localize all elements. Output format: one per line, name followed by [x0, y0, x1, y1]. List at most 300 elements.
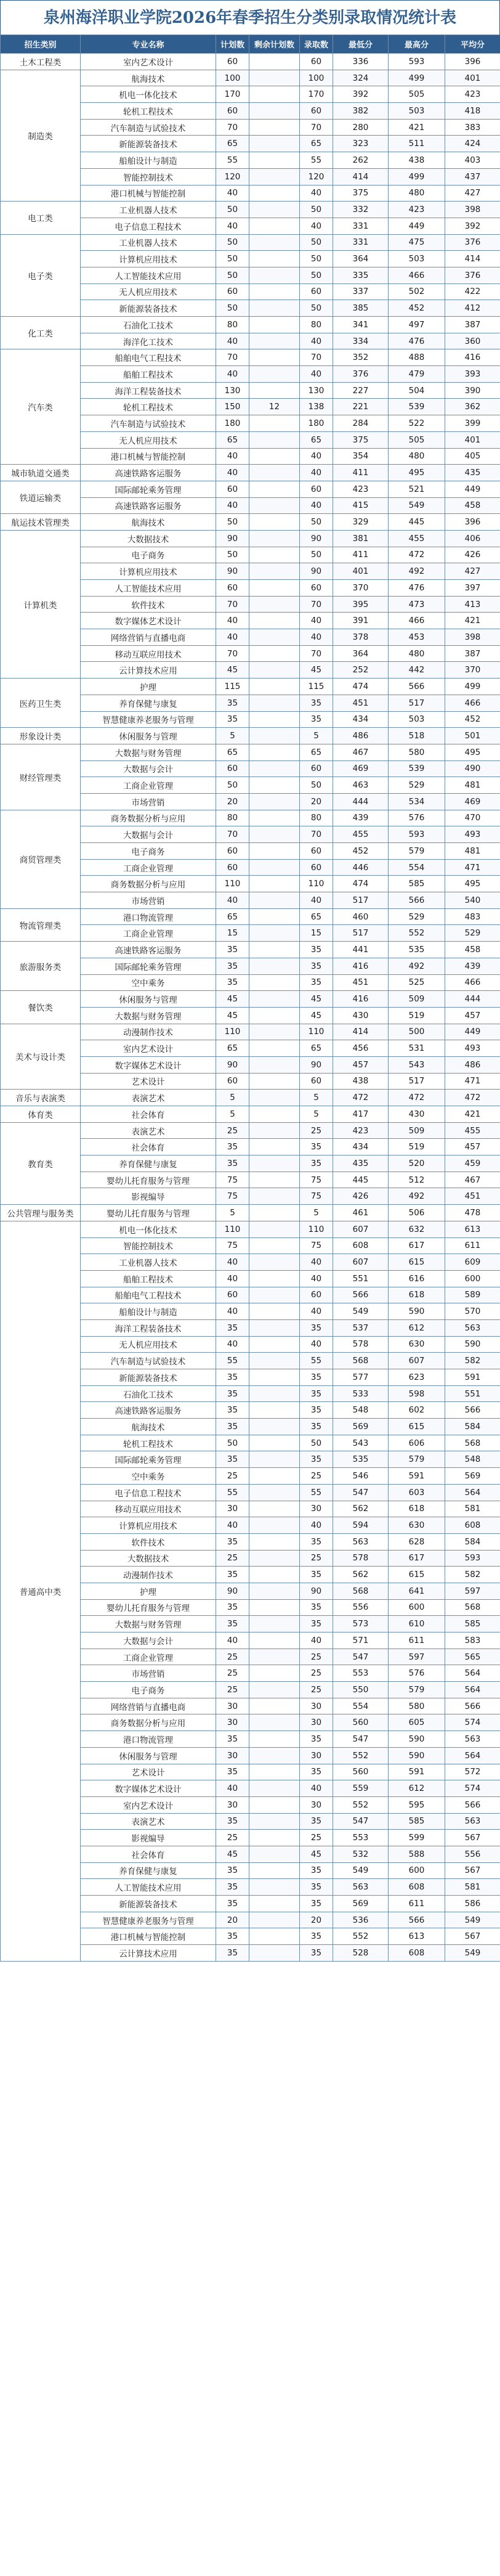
- remaining-count-cell: [249, 679, 300, 695]
- major-cell: 室内艺术设计: [81, 1040, 216, 1057]
- major-cell: 大数据与财务管理: [81, 1007, 216, 1024]
- plan-count-cell: 35: [216, 695, 249, 711]
- avg-score-cell: 405: [445, 448, 500, 465]
- admitted-count-cell: 70: [300, 119, 333, 136]
- max-score-cell: 576: [389, 810, 445, 826]
- plan-count-cell: 40: [216, 613, 249, 629]
- max-score-cell: 488: [389, 349, 445, 366]
- major-cell: 新能源装备技术: [81, 136, 216, 152]
- remaining-count-cell: [249, 349, 300, 366]
- admitted-count-cell: 35: [300, 1879, 333, 1896]
- min-score-cell: 354: [333, 448, 389, 465]
- avg-score-cell: 564: [445, 1682, 500, 1698]
- major-cell: 工业机器人技术: [81, 234, 216, 251]
- admitted-count-cell: 130: [300, 382, 333, 399]
- remaining-count-cell: [249, 793, 300, 810]
- min-score-cell: 416: [333, 991, 389, 1008]
- major-cell: 航海技术: [81, 70, 216, 86]
- major-cell: 电子商务: [81, 843, 216, 860]
- major-cell: 移动互联应用技术: [81, 645, 216, 662]
- min-score-cell: 608: [333, 1237, 389, 1254]
- admitted-count-cell: 50: [300, 234, 333, 251]
- avg-score-cell: 478: [445, 1205, 500, 1221]
- max-score-cell: 518: [389, 728, 445, 744]
- header-avg-score: 平均分: [445, 35, 500, 54]
- table-row: [1, 317, 500, 333]
- min-score-cell: 568: [333, 1583, 389, 1599]
- major-cell: 智慧健康养老服务与管理: [81, 711, 216, 728]
- min-score-cell: 284: [333, 415, 389, 432]
- min-score-cell: 434: [333, 1139, 389, 1156]
- admitted-count-cell: 35: [300, 1419, 333, 1435]
- table-row: [1, 728, 500, 744]
- major-cell: 石油化工技术: [81, 317, 216, 333]
- admission-table: [0, 35, 500, 1962]
- admitted-count-cell: 40: [300, 613, 333, 629]
- remaining-count-cell: [249, 1319, 300, 1336]
- remaining-count-cell: [249, 1517, 300, 1534]
- admitted-count-cell: 45: [300, 1846, 333, 1862]
- plan-count-cell: 40: [216, 1632, 249, 1649]
- admitted-count-cell: 70: [300, 826, 333, 843]
- remaining-count-cell: [249, 1484, 300, 1501]
- plan-count-cell: 55: [216, 1353, 249, 1369]
- remaining-count-cell: [249, 892, 300, 909]
- min-score-cell: 381: [333, 530, 389, 547]
- avg-score-cell: 451: [445, 1188, 500, 1205]
- admitted-count-cell: 40: [300, 1270, 333, 1287]
- admitted-count-cell: 35: [300, 1533, 333, 1550]
- admitted-count-cell: 25: [300, 1682, 333, 1698]
- plan-count-cell: 25: [216, 1122, 249, 1139]
- plan-count-cell: 25: [216, 1468, 249, 1485]
- plan-count-cell: 40: [216, 448, 249, 465]
- avg-score-cell: 362: [445, 399, 500, 415]
- min-score-cell: 546: [333, 1468, 389, 1485]
- avg-score-cell: 401: [445, 431, 500, 448]
- min-score-cell: 334: [333, 333, 389, 349]
- admitted-count-cell: 5: [300, 1106, 333, 1123]
- avg-score-cell: 572: [445, 1764, 500, 1780]
- max-score-cell: 509: [389, 1122, 445, 1139]
- plan-count-cell: 25: [216, 1550, 249, 1567]
- category-cell: 教育类: [1, 1122, 81, 1204]
- min-score-cell: 469: [333, 760, 389, 777]
- plan-count-cell: 5: [216, 728, 249, 744]
- table-row: [1, 1122, 500, 1139]
- plan-count-cell: 50: [216, 234, 249, 251]
- major-cell: 大数据与会计: [81, 760, 216, 777]
- remaining-count-cell: [249, 1830, 300, 1846]
- major-cell: 船舶电气工程技术: [81, 1287, 216, 1303]
- min-score-cell: 571: [333, 1632, 389, 1649]
- avg-score-cell: 426: [445, 547, 500, 563]
- avg-score-cell: 360: [445, 333, 500, 349]
- admitted-count-cell: 60: [300, 843, 333, 860]
- min-score-cell: 221: [333, 399, 389, 415]
- max-score-cell: 630: [389, 1336, 445, 1353]
- plan-count-cell: 20: [216, 793, 249, 810]
- major-cell: 网络营销与直播电商: [81, 1698, 216, 1714]
- avg-score-cell: 455: [445, 1122, 500, 1139]
- avg-score-cell: 418: [445, 103, 500, 120]
- admitted-count-cell: 90: [300, 1056, 333, 1073]
- min-score-cell: 543: [333, 1435, 389, 1451]
- plan-count-cell: 60: [216, 1287, 249, 1303]
- plan-count-cell: 40: [216, 1780, 249, 1797]
- remaining-count-cell: [249, 925, 300, 942]
- min-score-cell: 446: [333, 859, 389, 876]
- max-score-cell: 529: [389, 908, 445, 925]
- min-score-cell: 549: [333, 1303, 389, 1320]
- major-cell: 无人机应用技术: [81, 1336, 216, 1353]
- major-cell: 国际邮轮乘务管理: [81, 958, 216, 974]
- min-score-cell: 560: [333, 1764, 389, 1780]
- major-cell: 云计算技术应用: [81, 662, 216, 679]
- table-row: [1, 1106, 500, 1123]
- admitted-count-cell: 35: [300, 958, 333, 974]
- max-score-cell: 566: [389, 1912, 445, 1928]
- major-cell: 智能控制技术: [81, 1237, 216, 1254]
- category-cell: 旅游服务类: [1, 942, 81, 991]
- major-cell: 养育保健与康复: [81, 1156, 216, 1172]
- min-score-cell: 549: [333, 1862, 389, 1879]
- admitted-count-cell: 100: [300, 70, 333, 86]
- major-cell: 艺术设计: [81, 1073, 216, 1090]
- avg-score-cell: 390: [445, 382, 500, 399]
- major-cell: 船舶电气工程技术: [81, 349, 216, 366]
- remaining-count-cell: [249, 202, 300, 218]
- max-score-cell: 599: [389, 1830, 445, 1846]
- category-cell: 形象设计类: [1, 728, 81, 744]
- plan-count-cell: 35: [216, 958, 249, 974]
- max-score-cell: 611: [389, 1632, 445, 1649]
- min-score-cell: 562: [333, 1567, 389, 1583]
- max-score-cell: 613: [389, 1928, 445, 1945]
- avg-score-cell: 399: [445, 415, 500, 432]
- avg-score-cell: 581: [445, 1879, 500, 1896]
- min-score-cell: 607: [333, 1221, 389, 1237]
- plan-count-cell: 45: [216, 1846, 249, 1862]
- table-row: [1, 202, 500, 218]
- min-score-cell: 438: [333, 1073, 389, 1090]
- max-score-cell: 455: [389, 530, 445, 547]
- avg-score-cell: 471: [445, 1073, 500, 1090]
- admitted-count-cell: 55: [300, 1353, 333, 1369]
- admitted-count-cell: 90: [300, 530, 333, 547]
- plan-count-cell: 30: [216, 1698, 249, 1714]
- admitted-count-cell: 80: [300, 317, 333, 333]
- admitted-count-cell: 110: [300, 1024, 333, 1040]
- min-score-cell: 535: [333, 1451, 389, 1468]
- admitted-count-cell: 40: [300, 448, 333, 465]
- major-cell: 软件技术: [81, 1533, 216, 1550]
- table-row: [1, 1090, 500, 1106]
- major-cell: 国际邮轮乘务管理: [81, 1451, 216, 1468]
- remaining-count-cell: [249, 267, 300, 283]
- max-score-cell: 423: [389, 202, 445, 218]
- remaining-count-cell: [249, 695, 300, 711]
- remaining-count-cell: [249, 859, 300, 876]
- plan-count-cell: 60: [216, 103, 249, 120]
- table-body: [1, 54, 500, 1962]
- admitted-count-cell: 20: [300, 793, 333, 810]
- min-score-cell: 323: [333, 136, 389, 152]
- remaining-count-cell: [249, 1928, 300, 1945]
- plan-count-cell: 50: [216, 514, 249, 531]
- major-cell: 市场营销: [81, 892, 216, 909]
- major-cell: 电子商务: [81, 547, 216, 563]
- min-score-cell: 441: [333, 942, 389, 958]
- remaining-count-cell: [249, 1353, 300, 1369]
- avg-score-cell: 584: [445, 1419, 500, 1435]
- min-score-cell: 551: [333, 1270, 389, 1287]
- admitted-count-cell: 60: [300, 760, 333, 777]
- max-score-cell: 525: [389, 974, 445, 991]
- max-score-cell: 588: [389, 1846, 445, 1862]
- plan-count-cell: 60: [216, 481, 249, 497]
- remaining-count-cell: [249, 448, 300, 465]
- plan-count-cell: 170: [216, 86, 249, 103]
- plan-count-cell: 45: [216, 662, 249, 679]
- remaining-count-cell: [249, 1846, 300, 1862]
- avg-score-cell: 457: [445, 1007, 500, 1024]
- remaining-count-cell: [249, 826, 300, 843]
- remaining-count-cell: [249, 1139, 300, 1156]
- min-score-cell: 463: [333, 777, 389, 794]
- min-score-cell: 423: [333, 481, 389, 497]
- remaining-count-cell: [249, 1156, 300, 1172]
- min-score-cell: 417: [333, 1106, 389, 1123]
- remaining-count-cell: [249, 1056, 300, 1073]
- max-score-cell: 552: [389, 925, 445, 942]
- min-score-cell: 331: [333, 234, 389, 251]
- major-cell: 市场营销: [81, 1665, 216, 1682]
- remaining-count-cell: [249, 1172, 300, 1188]
- max-score-cell: 539: [389, 760, 445, 777]
- major-cell: 电子信息工程技术: [81, 1484, 216, 1501]
- remaining-count-cell: [249, 1122, 300, 1139]
- min-score-cell: 537: [333, 1319, 389, 1336]
- admitted-count-cell: 40: [300, 218, 333, 234]
- admitted-count-cell: 5: [300, 728, 333, 744]
- plan-count-cell: 40: [216, 366, 249, 383]
- major-cell: 轮机工程技术: [81, 399, 216, 415]
- major-cell: 艺术设计: [81, 1764, 216, 1780]
- table-row: [1, 679, 500, 695]
- admitted-count-cell: 50: [300, 267, 333, 283]
- avg-score-cell: 590: [445, 1336, 500, 1353]
- max-score-cell: 503: [389, 251, 445, 267]
- remaining-count-cell: [249, 942, 300, 958]
- avg-score-cell: 591: [445, 1369, 500, 1386]
- max-score-cell: 529: [389, 777, 445, 794]
- plan-count-cell: 115: [216, 679, 249, 695]
- min-score-cell: 331: [333, 218, 389, 234]
- max-score-cell: 497: [389, 317, 445, 333]
- max-score-cell: 612: [389, 1319, 445, 1336]
- admitted-count-cell: 30: [300, 1501, 333, 1517]
- admitted-count-cell: 180: [300, 415, 333, 432]
- major-cell: 计算机应用技术: [81, 1517, 216, 1534]
- min-score-cell: 547: [333, 1813, 389, 1830]
- max-score-cell: 535: [389, 942, 445, 958]
- remaining-count-cell: [249, 1682, 300, 1698]
- major-cell: 机电一体化技术: [81, 86, 216, 103]
- plan-count-cell: 70: [216, 826, 249, 843]
- plan-count-cell: 40: [216, 1336, 249, 1353]
- max-score-cell: 554: [389, 859, 445, 876]
- plan-count-cell: 65: [216, 908, 249, 925]
- min-score-cell: 547: [333, 1731, 389, 1748]
- admitted-count-cell: 65: [300, 1040, 333, 1057]
- avg-score-cell: 483: [445, 908, 500, 925]
- min-score-cell: 532: [333, 1846, 389, 1862]
- avg-score-cell: 393: [445, 366, 500, 383]
- plan-count-cell: 35: [216, 1896, 249, 1912]
- admitted-count-cell: 55: [300, 1484, 333, 1501]
- max-score-cell: 590: [389, 1731, 445, 1748]
- avg-score-cell: 376: [445, 234, 500, 251]
- avg-score-cell: 586: [445, 1896, 500, 1912]
- min-score-cell: 474: [333, 679, 389, 695]
- category-cell: 城市轨道交通类: [1, 465, 81, 481]
- max-score-cell: 591: [389, 1764, 445, 1780]
- admitted-count-cell: 35: [300, 711, 333, 728]
- max-score-cell: 476: [389, 333, 445, 349]
- admitted-count-cell: 75: [300, 1172, 333, 1188]
- plan-count-cell: 35: [216, 1928, 249, 1945]
- major-cell: 休闲服务与管理: [81, 1747, 216, 1764]
- admitted-count-cell: 65: [300, 744, 333, 760]
- avg-score-cell: 567: [445, 1928, 500, 1945]
- plan-count-cell: 25: [216, 1830, 249, 1846]
- category-cell: 电子类: [1, 234, 81, 316]
- max-score-cell: 520: [389, 1156, 445, 1172]
- max-score-cell: 438: [389, 152, 445, 169]
- admitted-count-cell: 30: [300, 1714, 333, 1731]
- avg-score-cell: 444: [445, 991, 500, 1008]
- major-cell: 动漫制作技术: [81, 1567, 216, 1583]
- category-cell: 普通高中类: [1, 1221, 81, 1961]
- min-score-cell: 337: [333, 283, 389, 300]
- max-score-cell: 610: [389, 1616, 445, 1632]
- avg-score-cell: 566: [445, 1796, 500, 1813]
- avg-score-cell: 495: [445, 744, 500, 760]
- plan-count-cell: 100: [216, 70, 249, 86]
- min-score-cell: 375: [333, 185, 389, 202]
- admitted-count-cell: 70: [300, 596, 333, 613]
- admitted-count-cell: 40: [300, 333, 333, 349]
- avg-score-cell: 600: [445, 1270, 500, 1287]
- plan-count-cell: 55: [216, 1484, 249, 1501]
- avg-score-cell: 564: [445, 1484, 500, 1501]
- min-score-cell: 395: [333, 596, 389, 613]
- plan-count-cell: 35: [216, 1385, 249, 1402]
- avg-score-cell: 423: [445, 86, 500, 103]
- max-score-cell: 534: [389, 793, 445, 810]
- avg-score-cell: 613: [445, 1221, 500, 1237]
- max-score-cell: 445: [389, 514, 445, 531]
- admitted-count-cell: 25: [300, 1122, 333, 1139]
- min-score-cell: 414: [333, 1024, 389, 1040]
- major-cell: 大数据与会计: [81, 1632, 216, 1649]
- min-score-cell: 227: [333, 382, 389, 399]
- remaining-count-cell: [249, 1024, 300, 1040]
- remaining-count-cell: [249, 1599, 300, 1616]
- max-score-cell: 543: [389, 1056, 445, 1073]
- plan-count-cell: 80: [216, 810, 249, 826]
- plan-count-cell: 50: [216, 547, 249, 563]
- major-cell: 船舶设计与制造: [81, 1303, 216, 1320]
- max-score-cell: 585: [389, 1813, 445, 1830]
- min-score-cell: 467: [333, 744, 389, 760]
- category-cell: 物流管理类: [1, 908, 81, 941]
- avg-score-cell: 540: [445, 892, 500, 909]
- max-score-cell: 430: [389, 1106, 445, 1123]
- admitted-count-cell: 90: [300, 563, 333, 580]
- header-major: 专业名称: [81, 35, 216, 54]
- major-cell: 港口机械与智能控制: [81, 185, 216, 202]
- avg-score-cell: 529: [445, 925, 500, 942]
- remaining-count-cell: [249, 1254, 300, 1271]
- major-cell: 电子信息工程技术: [81, 218, 216, 234]
- max-score-cell: 600: [389, 1862, 445, 1879]
- remaining-count-cell: [249, 1649, 300, 1665]
- avg-score-cell: 471: [445, 859, 500, 876]
- min-score-cell: 569: [333, 1419, 389, 1435]
- avg-score-cell: 427: [445, 563, 500, 580]
- plan-count-cell: 40: [216, 629, 249, 646]
- admitted-count-cell: 35: [300, 1567, 333, 1583]
- min-score-cell: 528: [333, 1945, 389, 1962]
- plan-count-cell: 40: [216, 1517, 249, 1534]
- major-cell: 无人机应用技术: [81, 431, 216, 448]
- min-score-cell: 329: [333, 514, 389, 531]
- header-plan: 计划数: [216, 35, 249, 54]
- plan-count-cell: 40: [216, 1303, 249, 1320]
- major-cell: 数字媒体艺术设计: [81, 1780, 216, 1797]
- avg-score-cell: 422: [445, 283, 500, 300]
- min-score-cell: 455: [333, 826, 389, 843]
- max-score-cell: 630: [389, 1517, 445, 1534]
- remaining-count-cell: [249, 1287, 300, 1303]
- plan-count-cell: 35: [216, 1879, 249, 1896]
- remaining-count-cell: [249, 1221, 300, 1237]
- remaining-count-cell: [249, 366, 300, 383]
- remaining-count-cell: [249, 728, 300, 744]
- major-cell: 工商企业管理: [81, 925, 216, 942]
- admitted-count-cell: 65: [300, 431, 333, 448]
- plan-count-cell: 35: [216, 1419, 249, 1435]
- plan-count-cell: 35: [216, 1451, 249, 1468]
- avg-score-cell: 406: [445, 530, 500, 547]
- remaining-count-cell: [249, 974, 300, 991]
- admitted-count-cell: 110: [300, 1221, 333, 1237]
- major-cell: 船舶工程技术: [81, 366, 216, 383]
- min-score-cell: 426: [333, 1188, 389, 1205]
- plan-count-cell: 35: [216, 1533, 249, 1550]
- category-cell: 制造类: [1, 70, 81, 202]
- remaining-count-cell: [249, 1879, 300, 1896]
- avg-score-cell: 563: [445, 1731, 500, 1748]
- admitted-count-cell: 70: [300, 349, 333, 366]
- min-score-cell: 461: [333, 1205, 389, 1221]
- admitted-count-cell: 50: [300, 514, 333, 531]
- plan-count-cell: 30: [216, 1501, 249, 1517]
- avg-score-cell: 611: [445, 1237, 500, 1254]
- avg-score-cell: 493: [445, 1040, 500, 1057]
